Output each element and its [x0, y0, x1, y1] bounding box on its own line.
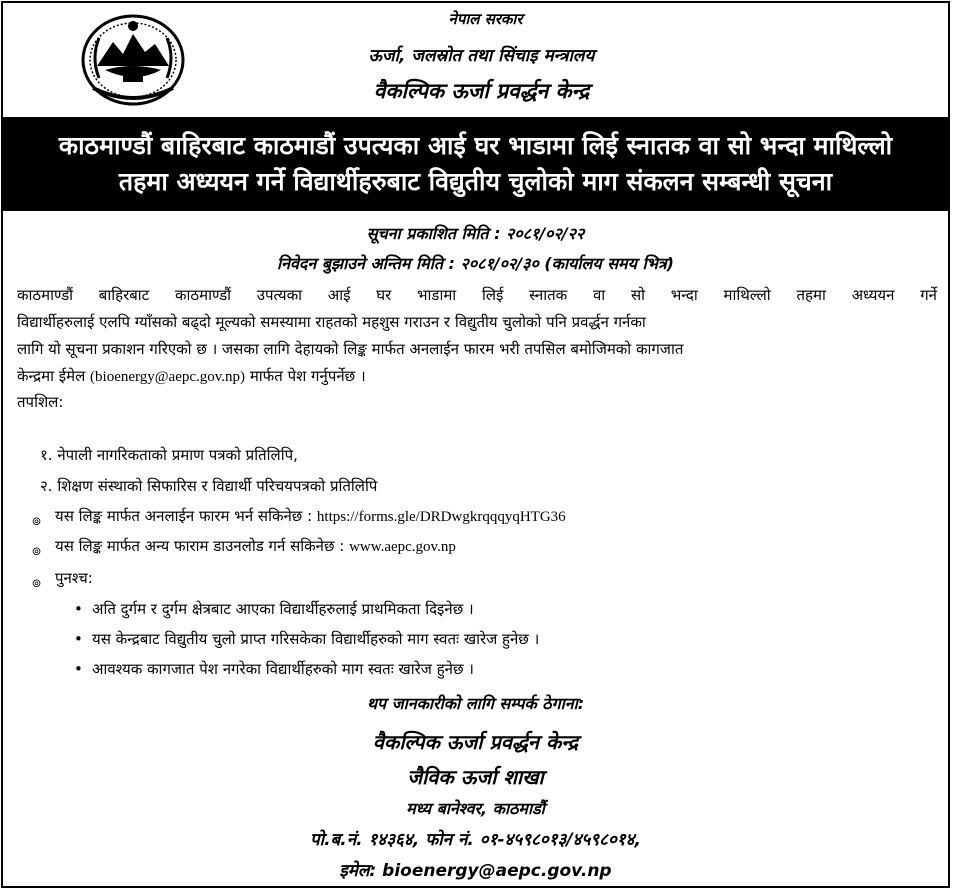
title-line-2: तहमा अध्ययन गर्ने विद्यार्थीहरुबाट विद्युतीय चुलोको माग संकलन सम्बन्धी सूचना: [118, 167, 833, 196]
center-name: वैकल्पिक ऊर्जा प्रवर्द्धन केन्द्र: [373, 79, 590, 103]
download-link-label: यस लिङ्क मार्फत अन्य फाराम डाउनलोड गर्न सकिनेछ :: [55, 537, 345, 555]
form-link-label: यस लिङ्क मार्फत अनलाईन फारम भर्न सकिनेछ :: [55, 507, 313, 525]
body-word: गर्ने: [920, 286, 937, 304]
body-word: तहमा: [796, 286, 826, 304]
body-word: काठमाण्डौं: [17, 286, 74, 304]
contact-address: मध्य बानेश्वर, काठमाडौं: [406, 799, 545, 818]
body-line-4-end: मार्फत पेश गर्नुपर्नेछ ।: [249, 367, 366, 385]
dot-bullet-icon: •: [74, 600, 83, 618]
body-word: भन्दा: [670, 286, 698, 304]
swirl-bullet-icon: ๏: [32, 541, 42, 559]
body-word: बाहिरबाट: [98, 286, 150, 304]
download-url-link[interactable]: www.aepc.gov.np: [349, 539, 456, 555]
punashcha-item-1: अति दुर्गम र दुर्गम क्षेत्रबाट आएका विद्यार्थीहरुलाई प्राथमिकता दिइनेछ ।: [92, 600, 474, 618]
punashcha-item-3: आवश्यक कागजात पेश नगरेका विद्यार्थीहरुको माग स्वतः खारेज हुनेछ ।: [92, 660, 474, 678]
body-word: आई: [327, 286, 351, 304]
government-name: नेपाल सरकार: [448, 10, 523, 28]
body-word: भाडामा: [417, 286, 457, 304]
dot-bullet-icon: •: [74, 630, 83, 648]
notice-title-banner: [3, 119, 948, 211]
body-word: अध्ययन: [851, 286, 895, 304]
body-word: स्नातक: [529, 286, 568, 304]
form-url-link[interactable]: https://forms.gle/DRDwgkrqqqyqHTG36: [316, 509, 566, 525]
notice-header: [3, 3, 948, 119]
deadline-date: निवेदन बुझाउने अन्तिम मिति : २०८१/०२/३० (कार्यालय समय भित्र): [277, 254, 674, 273]
punashcha-item-2: यस केन्द्रबाट विद्युतीय चुलो प्राप्त गरिसकेका विद्यार्थीहरुको माग स्वतः खारेज हुनेछ ।: [92, 630, 540, 648]
ministry-name: ऊर्जा, जलस्रोत तथा सिंचाइ मन्त्रालय: [368, 46, 595, 66]
download-link-line: [55, 536, 456, 556]
body-word: लिई: [481, 286, 504, 304]
contact-org: वैकल्पिक ऊर्जा प्रवर्द्धन केन्द्र: [372, 730, 579, 754]
body-word: काठमाण्डौं: [175, 286, 232, 304]
contact-email[interactable]: इमेल: bioenergy@aepc.gov.np: [339, 861, 612, 881]
title-line-1: काठमाण्डौं बाहिरबाट काठमाडौं उपत्यका आई घर भाडामा लिई स्नातक वा सो भन्दा माथिल्लो: [58, 131, 893, 160]
body-word: घर: [376, 286, 392, 304]
body-word: वा: [592, 286, 606, 304]
form-link-line: [55, 506, 566, 526]
tapasil-heading: तपशिल:: [17, 393, 64, 411]
body-line-4: [17, 363, 937, 391]
dot-bullet-icon: •: [74, 660, 83, 678]
body-word: माथिल्लो: [723, 286, 771, 304]
contact-branch: जैविक ऊर्जा शाखा: [407, 765, 544, 789]
body-line-2: विद्यार्थीहरुलाई एलपि ग्याँसको बढ्दो मूल्यको समस्यामा राहतको महशुस गराउन र विद्युतीय चुलोको पनि प्रवर्द्धन गर्नका: [17, 313, 646, 331]
swirl-bullet-icon: ๏: [32, 511, 42, 529]
body-word: सो: [630, 286, 645, 304]
tapasil-item-1: १. नेपाली नागरिकताको प्रमाण पत्रको प्रतिलिपि,: [40, 446, 298, 464]
contact-heading: थप जानकारीको लागि सम्पर्क ठेगाना:: [366, 694, 585, 713]
body-word: उपत्यका: [256, 286, 302, 304]
email-link[interactable]: (bioenergy@aepc.gov.np): [90, 369, 246, 385]
body-line-3: लागि यो सूचना प्रकाशन गरिएको छ । जसका लागि देहायको लिङ्क मार्फत अनलाईन फारम भरी तपसिल बमोजिमको कागजात: [17, 340, 684, 358]
body-line-4-start: केन्द्रमा ईमेल: [17, 367, 86, 385]
body-line-1: [17, 282, 937, 309]
swirl-bullet-icon: ๏: [32, 573, 42, 591]
punashcha-heading: पुनश्च:: [55, 569, 93, 587]
published-date: सूचना प्रकाशित मिति : २०८१/०२/२२: [366, 224, 585, 243]
notice-body: [17, 282, 937, 391]
contact-phone: पो.ब.नं. १४३६४, फोन नं. ०१-४५९८०१३/४५९८०१४,: [310, 830, 641, 850]
tapasil-item-2: २. शिक्षण संस्थाको सिफारिस र विद्यार्थी परिचयपत्रको प्रतिलिपि: [40, 477, 378, 495]
